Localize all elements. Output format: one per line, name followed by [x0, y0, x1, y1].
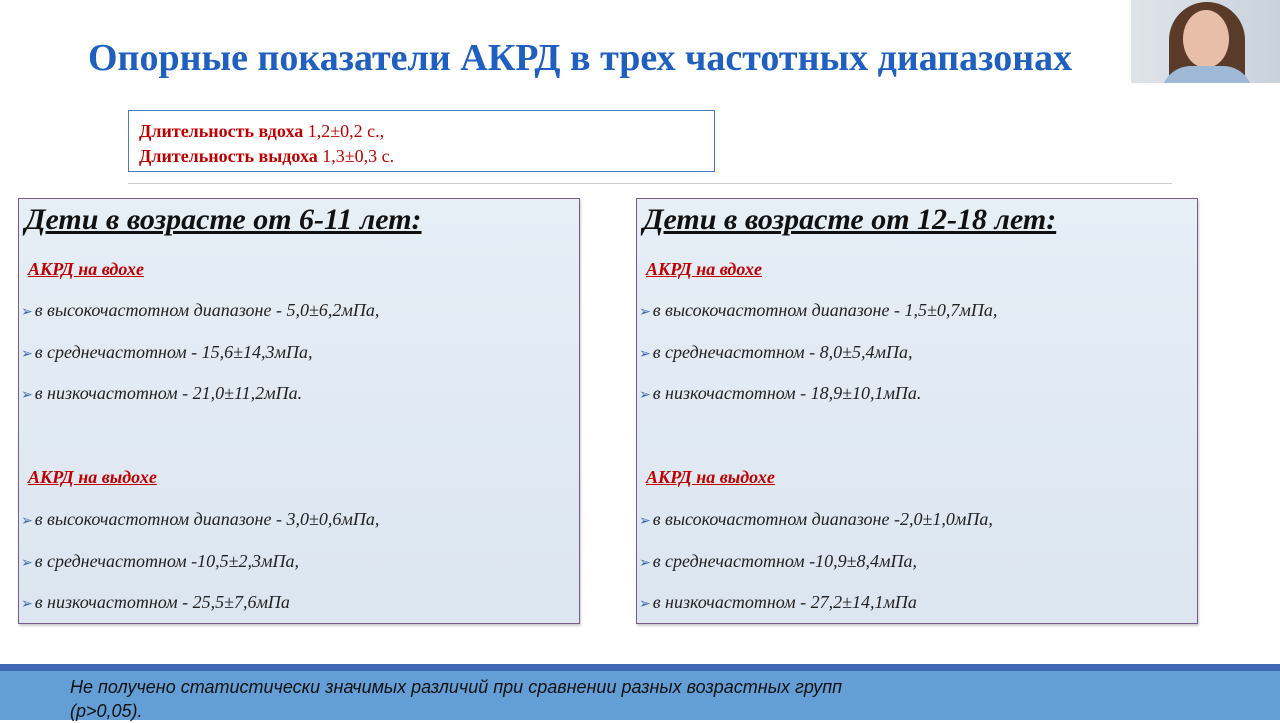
inhale-label: Длительность вдоха	[139, 121, 304, 141]
list-item	[639, 383, 921, 404]
inhale-subtitle: АКРД на вдохе	[28, 259, 144, 279]
list-item	[21, 509, 379, 530]
arrow-bullet-icon: ➢	[639, 388, 651, 403]
item-text: в высокочастотном диапазоне - 1,5±0,7мПа,	[652, 300, 998, 320]
age-group-panel	[18, 198, 580, 624]
arrow-bullet-icon: ➢	[639, 347, 651, 362]
arrow-bullet-icon: ➢	[21, 305, 33, 320]
arrow-bullet-icon: ➢	[639, 305, 651, 320]
item-text: в низкочастотном - 25,5±7,6мПа	[34, 592, 290, 612]
list-item	[639, 509, 993, 530]
exhale-label: Длительность выдоха	[139, 146, 318, 166]
list-item	[21, 592, 290, 613]
item-text: в среднечастотном - 15,6±14,3мПа,	[34, 342, 313, 362]
list-item	[639, 342, 913, 363]
item-text: в высокочастотном диапазоне - 3,0±0,6мПа,	[34, 509, 380, 529]
webcam-video	[1131, 0, 1280, 83]
exhale-subtitle: АКРД на выдохе	[646, 467, 775, 487]
item-text: в среднечастотном -10,5±2,3мПа,	[34, 551, 300, 571]
list-item	[21, 300, 379, 321]
webcam-person-face	[1183, 10, 1229, 68]
footer-line-1: Не получено статистически значимых различий при сравнении разных возрастных групп	[70, 677, 843, 697]
arrow-bullet-icon: ➢	[639, 556, 651, 571]
breath-duration-box	[128, 110, 715, 172]
arrow-bullet-icon: ➢	[639, 597, 651, 612]
list-item	[21, 383, 302, 404]
item-text: в низкочастотном - 18,9±10,1мПа.	[652, 383, 922, 403]
arrow-bullet-icon: ➢	[21, 514, 33, 529]
list-item	[639, 551, 917, 572]
footer-line-2: (р>0,05).	[70, 701, 143, 721]
panel-heading: Дети в возрасте от 6-11 лет:	[25, 203, 422, 236]
item-text: в высокочастотном диапазоне - 5,0±6,2мПа,	[34, 300, 380, 320]
arrow-bullet-icon: ➢	[21, 556, 33, 571]
item-text: в низкочастотном - 27,2±14,1мПа	[652, 592, 917, 612]
item-text: в высокочастотном диапазоне -2,0±1,0мПа,	[652, 509, 993, 529]
item-text: в низкочастотном - 21,0±11,2мПа.	[34, 383, 303, 403]
arrow-bullet-icon: ➢	[639, 514, 651, 529]
inhale-subtitle: АКРД на вдохе	[646, 259, 762, 279]
arrow-bullet-icon: ➢	[21, 597, 33, 612]
item-text: в среднечастотном - 8,0±5,4мПа,	[652, 342, 913, 362]
item-text: в среднечастотном -10,9±8,4мПа,	[652, 551, 918, 571]
list-item	[21, 551, 299, 572]
panel-heading: Дети в возрасте от 12-18 лет:	[643, 203, 1057, 236]
slide-title: Опорные показатели АКРД в трех частотных диапазонах	[88, 37, 1073, 79]
arrow-bullet-icon: ➢	[21, 347, 33, 362]
list-item	[21, 342, 313, 363]
footer-bar	[0, 664, 1280, 720]
exhale-value: 1,3±0,3 с.	[317, 146, 395, 166]
arrow-bullet-icon: ➢	[21, 388, 33, 403]
list-item	[639, 300, 997, 321]
age-group-panel	[636, 198, 1198, 624]
inhale-value: 1,2±0,2 с.,	[303, 121, 385, 141]
exhale-subtitle: АКРД на выдохе	[28, 467, 157, 487]
list-item	[639, 592, 917, 613]
divider	[128, 183, 1172, 184]
